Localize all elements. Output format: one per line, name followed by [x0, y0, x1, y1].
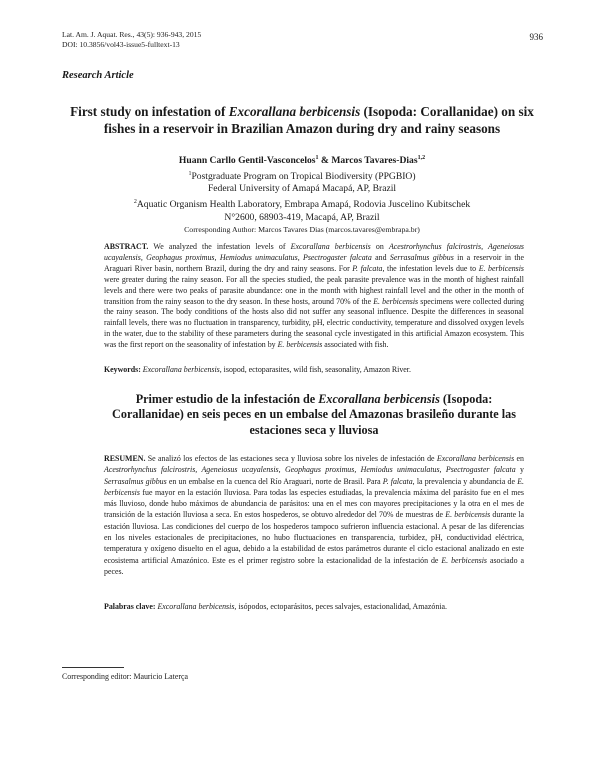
resumen-text: durante la estación lluviosa. Las condiciones del cuerpo de los hospederos tampoco sufrieron influencia estacional. A pesar de las diferencias en los niveles estacionales de precipitaciones, no hubo fluctuaciones en transparencia, turbidez, pH, conductividad eléctrica, temperatura y oxígeno disuelto en el agua, debido a la estabilidad de estos parámetros durante el ciclo estacional analizado en este ecosistema artificial Amazónico. Este es el primer registro sobre la estacionalidad de la infestación de	[104, 510, 524, 565]
resumen-text: Se analizó los efectos de las estaciones seca y lluviosa sobre los niveles de infestación de	[145, 454, 437, 463]
abstract-text: We analyzed the infestation levels of	[148, 242, 291, 251]
author-1: Huann Carllo Gentil-Vasconcelos	[178, 155, 316, 167]
affiliation-2	[62, 196, 542, 212]
species-name: E. berbicensis	[104, 476, 524, 497]
author-block	[62, 152, 542, 237]
author-sep: &	[318, 155, 332, 167]
palabras-label: Palabras clave:	[104, 602, 156, 611]
title-part: First study on infestation of	[70, 104, 229, 119]
resumen-text: asociado a peces.	[104, 555, 524, 576]
species-name: Excorallana berbicensis	[436, 454, 515, 463]
species-name: E. berbicensis	[277, 340, 323, 350]
keywords	[104, 365, 524, 376]
resumen-text: y	[515, 465, 524, 475]
species-name: Excorallana berbicensis	[290, 242, 371, 251]
spanish-title	[104, 392, 524, 438]
species-name: Acestrorhynchus falcirostris, Ageneiosus ucayalensis, Geophagus proximus, Hemiodus unimaculatus, Psectrogaster falcata	[104, 465, 516, 475]
title-part: (Isopoda: Corallanidae) on six fishes in a reservoir in Brazilian Amazon during dry and rainy seasons	[103, 104, 534, 136]
title-species: Excorallana berbicensis	[318, 392, 440, 406]
species-name: E. berbicensis	[478, 263, 524, 273]
corresponding-editor: Corresponding editor: Mauricio Laterça	[62, 672, 188, 681]
resumen-text: en un embalse en la cuenca del Río Araguari, norte de Brasil. Para	[166, 476, 383, 486]
title-part: Primer estudio de la infestación de	[135, 392, 319, 406]
affiliation-1-line-2: Federal University of Amapá Macapá, AP, Brazil	[207, 183, 397, 195]
palabras-text: , isópodos, ectoparásitos, peces salvajes, estacionalidad, Amazónia.	[234, 602, 447, 611]
species-name: Acestrorhynchus falcirostris, Ageneiosus ucayalensis, Geophagus proximus, Hemiodus unimaculatus, Psectrogaster falcata	[104, 242, 524, 262]
resumen-text: , la prevalencia y abundancia de	[412, 476, 518, 486]
abstract-label: ABSTRACT.	[104, 242, 149, 251]
abstract-text: specimens were collected during the rainy season. The body conditions of the hosts also did not suffer any seasonal influence. Despite the differences in seasonal rainfall levels, there was no fluctuation in transparency, turbidity, pH, electric conductivity, temperature and dissolved oxygen levels in the water, due to the stability of these parameters during the seasonal cycle investigated in this artificial Amazon ecosystem. This was the first report on the seasonality of infestation by	[104, 296, 524, 350]
species-name: P. falcata	[382, 476, 413, 486]
keywords-text: , isopod, ectoparasites, wild fish, seasonality, Amazon River.	[219, 365, 411, 374]
aff-2-line: Aquatic Organism Health Laboratory, Embrapa Amapá, Rodovia Juscelino Kubitschek	[136, 199, 471, 211]
species-name: Serrasalmus gibbus	[104, 476, 167, 486]
abstract-text: in a reservoir in the Araguari River basin, northern Brazil, during the dry and rainy seasons. For	[104, 252, 524, 273]
author-names	[62, 152, 542, 168]
species-name: E. berbicensis	[441, 555, 488, 565]
page-number: 936	[529, 32, 543, 42]
keyword-species: Excorallana berbicensis	[155, 602, 235, 611]
aff-2-sup: 2	[133, 198, 137, 205]
journal-citation: Lat. Am. J. Aquat. Res., 43(5): 936-943, 2015	[62, 30, 202, 39]
affiliation-1	[62, 168, 542, 184]
author-2: Marcos Tavares-Dias	[331, 155, 418, 167]
section-label: Research Article	[62, 70, 134, 81]
author-2-sup: 1,2	[417, 155, 426, 161]
keywords-label: Keywords:	[104, 365, 141, 374]
species-name: E. berbicensis	[373, 296, 419, 306]
abstract-text: on	[370, 242, 389, 251]
species-name: E. berbicensis	[445, 510, 491, 520]
abstract-text: and	[371, 252, 390, 262]
abstract-text: were greater during the rainy season. For all the species studied, the peak parasite prevalence was in the month of highest rainfall levels and there were two peaks of parasite abundance: one in the month with highest rainfall level and the other in the month of transition from the rainy season to the dry season. In these hosts, around 70% of the	[104, 274, 524, 306]
affiliation-2-line-2: N°2600, 68903-419, Macapá, AP, Brazil	[224, 211, 380, 223]
abstract	[104, 242, 524, 351]
corresponding-author: Corresponding Author: Marcos Tavares Dias (marcos.tavares@embrapa.br)	[184, 225, 420, 235]
species-name: P. falcata	[352, 263, 383, 273]
doi: DOI: 10.3856/vol43-issue5-fulltext-13	[62, 40, 180, 49]
title-species: Excorallana berbicensis	[228, 104, 361, 119]
resumen-label: RESUMEN.	[104, 454, 146, 463]
author-1-sup: 1	[315, 155, 319, 161]
journal-header	[62, 30, 201, 50]
resumen-text: fue mayor en la estación lluviosa. Para todas las especies estudiadas, la prevalencia máxima del parásito fue en el mes más lluvioso, donde hubo máximos de abundancia de parásitos: una en el mes con mayores precipitaciones y la otra en el mes de transición de la estación lluviosa a seca. En estos hospederos, se obtuvo alrededor del 70% de muestras de	[104, 487, 524, 520]
resumen-text: en	[514, 454, 524, 463]
aff-1-sup: 1	[188, 170, 192, 177]
keyword-species: Excorallana berbicensis	[140, 365, 220, 374]
abstract-text: , the infestation levels due to	[382, 263, 479, 273]
footnote-rule	[62, 667, 124, 668]
palabras-clave	[104, 602, 524, 613]
title-part: (Isopoda: Corallanidae) en seis peces en un embalse del Amazonas brasileño durante las estaciones seca y lluviosa	[112, 392, 516, 437]
article-title	[62, 103, 542, 137]
abstract-text: associated with fish.	[322, 340, 389, 350]
species-name: Serrasalmus gibbus	[389, 252, 454, 262]
resumen	[104, 453, 524, 577]
aff-1-line: Postgraduate Program on Tropical Biodiversity (PPGBIO)	[191, 170, 416, 182]
